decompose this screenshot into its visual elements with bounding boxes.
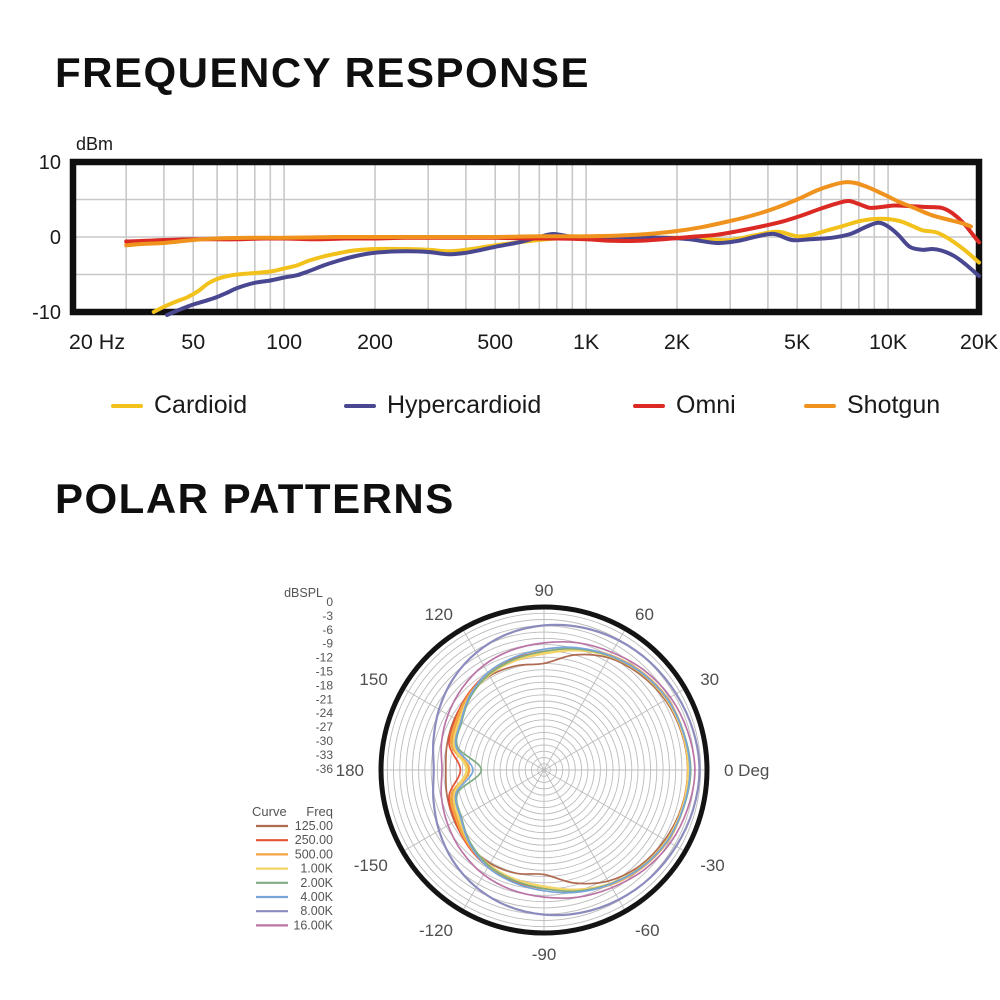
cardioid-swatch [111, 404, 143, 408]
x-tick-label: 20 Hz [68, 330, 126, 354]
x-tick-label: 10K [868, 330, 908, 354]
polar-legend-freq-value: 1.00K [300, 861, 333, 876]
radial-tick-label: -12 [315, 650, 333, 665]
polar-legend-freq-value: 8.00K [300, 904, 333, 919]
polar-grid-spoke [463, 770, 545, 911]
polar-angle-label: 60 [635, 604, 654, 624]
polar-angle-label: 30 [700, 670, 720, 689]
polar-legend-freq-header: Freq [306, 804, 333, 819]
polar-grid-spoke [403, 689, 544, 771]
polar-angle-label: -90 [531, 945, 557, 964]
x-tick-label: 100 [266, 330, 303, 354]
polar-grid-spoke [544, 689, 685, 771]
cardioid-label: Cardioid [154, 391, 248, 419]
polar-legend-freq-value: 4.00K [300, 890, 333, 904]
x-tick-label: 200 [357, 330, 393, 354]
radial-tick-label: -3 [322, 608, 333, 623]
legend-item-hypercardioid [344, 391, 541, 420]
polar-patterns-chart [0, 530, 1000, 1000]
radial-tick-label: -9 [322, 636, 333, 651]
radial-tick-label: -21 [315, 692, 333, 707]
polar-angle-label: -150 [353, 856, 388, 875]
polar-angle-label: -60 [635, 921, 660, 941]
frequency-response-chart [0, 125, 1000, 370]
polar-angle-label: 180 [335, 761, 364, 780]
hypercardioid-label: Hypercardioid [387, 391, 542, 419]
polar-legend-freq-value: 16.00K [293, 918, 333, 933]
polar-legend-freq-value: 250.00 [294, 833, 333, 848]
x-tick-label: 20K [959, 330, 999, 354]
radial-tick-label: -30 [315, 734, 333, 748]
shotgun-swatch [804, 404, 836, 408]
polar-angle-label: 0 Deg [724, 761, 770, 780]
polar-angle-label: 150 [359, 670, 388, 689]
radial-tick-label: -33 [315, 747, 333, 762]
radial-tick-label: -18 [315, 678, 333, 693]
omni-label: Omni [676, 391, 736, 419]
x-tick-label: 1K [572, 330, 600, 354]
radial-tick-label: -36 [315, 761, 333, 776]
polar-angle-label: -30 [700, 856, 725, 875]
omni-swatch [633, 404, 665, 408]
radial-axis-unit-label: dBSPL [284, 586, 323, 600]
frequency-response-title: FREQUENCY RESPONSE [55, 49, 590, 96]
legend-item-omni [633, 391, 736, 420]
radial-tick-label: -15 [315, 664, 333, 679]
polar-legend-freq-value: 2.00K [300, 875, 333, 890]
x-tick-label: 5K [784, 330, 811, 354]
legend-item-cardioid [111, 391, 247, 420]
polar-legend-freq-value: 125.00 [294, 819, 333, 833]
polar-grid-spoke [544, 770, 685, 852]
polar-angle-label: 90 [534, 581, 554, 600]
radial-tick-label: -24 [315, 706, 333, 721]
radial-tick-label: -27 [315, 720, 333, 735]
polar-grid-spoke [463, 629, 545, 770]
y-tick-label: 0 [49, 227, 61, 249]
shotgun-label: Shotgun [847, 391, 941, 419]
radial-tick-label: 0 [326, 595, 333, 609]
polar-angle-label: 120 [424, 604, 453, 624]
polar-grid-spoke [403, 770, 544, 852]
x-tick-label: 2K [663, 330, 691, 354]
hypercardioid-swatch [344, 404, 376, 408]
radial-tick-label: -6 [322, 622, 333, 637]
polar-legend-curve-header: Curve [252, 804, 287, 819]
polar-patterns-title: POLAR PATTERNS [55, 475, 455, 522]
y-tick-label: -10 [32, 302, 61, 324]
x-tick-label: 500 [477, 330, 514, 354]
polar-angle-label: -120 [418, 921, 453, 941]
y-tick-label: 10 [38, 152, 61, 174]
polar-legend-freq-value: 500.00 [294, 847, 333, 862]
x-tick-label: 50 [181, 330, 206, 354]
y-axis-unit-label: dBm [76, 134, 114, 154]
legend-item-shotgun [804, 391, 940, 420]
